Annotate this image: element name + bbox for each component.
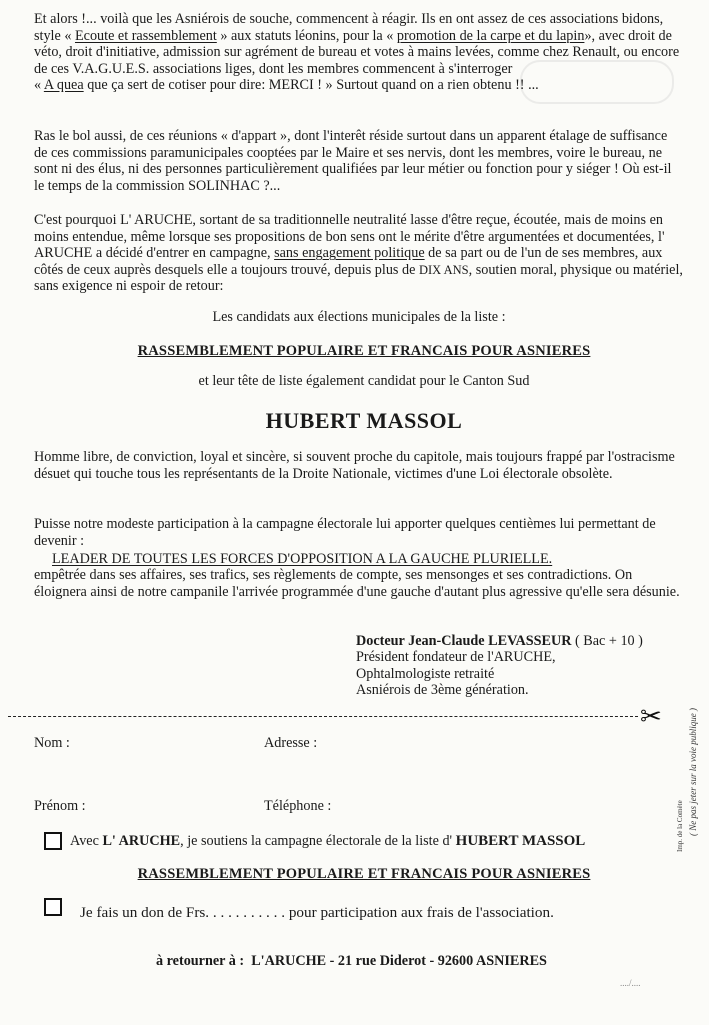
prenom-label: Prénom : — [34, 798, 86, 814]
continuation-mark: ..../.... — [620, 978, 641, 988]
donation-checkbox[interactable] — [44, 898, 62, 916]
signature-origin: Asniérois de 3ème génération. — [356, 682, 529, 699]
signature-block — [356, 633, 643, 699]
support-checkbox[interactable] — [44, 832, 62, 850]
leader-line: LEADER DE TOUTES LES FORCES D'OPPOSITION A LA GAUCHE PLURIELLE. — [52, 551, 553, 567]
signature-profession: Ophtalmologiste retraité — [356, 665, 495, 682]
scissors-icon: ✂ — [640, 702, 662, 732]
dix-ans: DIX ANS — [418, 262, 469, 277]
tete-de-liste-line: et leur tête de liste également candidat pour le Canton Sud — [198, 373, 530, 389]
paragraph-campagne: C'est pourquoi L' ARUCHE, sortant de sa traditionnelle neutralité lasse d'être reçue, écoutée, mais de moins en moins entendue, même lorsque ses propositions de bon sens ont le mérite d'être argumentées et documentées, l' ARUCHE a décidé d'entrer en campagne, sans engagement politique de sa part ou de l'un de ses membres, aux côtés de ceux auprès desquels elle a toujours trouvé, depuis plus de DIX ANS, soutien moral, physique ou matériel, sans exigence ni espoir de retour: — [34, 212, 683, 295]
candidate-name: HUBERT MASSOL — [265, 408, 463, 433]
underlined-aquea: A quea — [43, 77, 84, 94]
underlined-promotion: promotion de la carpe et du lapin — [396, 27, 585, 44]
telephone-label: Téléphone : — [264, 798, 332, 814]
imprint-text: Imp. de la Comète — [676, 800, 684, 852]
signature-role: Président fondateur de l'ARUCHE, — [356, 649, 556, 666]
cut-line — [8, 716, 638, 717]
list-name-heading: RASSEMBLEMENT POPULAIRE ET FRANCAIS POUR ASNIERES — [137, 343, 591, 359]
public-notice: ( Ne pas jeter sur la voie publique ) — [688, 708, 698, 836]
paragraph-empetree: empêtrée dans ses affaires, ses trafics, ses règlements de compte, ses mensonges et ses contradictions. On éloignera ainsi de notre campanile l'arrivée programmée d'une gauche d'autant plus agressive qu'elle sera désunie. — [34, 567, 680, 600]
support-line: Avec L' ARUCHE, je soutiens la campagne électorale de la liste d' HUBERT MASSOL — [70, 833, 586, 849]
underlined-sans-engagement: sans engagement politique — [274, 245, 425, 262]
signature-bac: ( Bac + 10 ) — [575, 633, 643, 649]
paragraph-puisse: Puisse notre modeste participation à la campagne électorale lui apporter quelques centièmes lui permettant de devenir : — [34, 516, 656, 549]
nom-label: Nom : — [34, 735, 70, 751]
aruche-name: L' ARUCHE — [102, 833, 181, 849]
candidats-line: Les candidats aux élections municipales de la liste : — [212, 309, 506, 325]
underlined-ecoute: Ecoute et rassemblement — [74, 27, 217, 44]
return-address: à retourner à : L'ARUCHE - 21 rue Diderot - 92600 ASNIERES — [156, 953, 547, 969]
massol-name: HUBERT MASSOL — [455, 833, 586, 849]
paragraph-homme-libre: Homme libre, de conviction, loyal et sincère, si souvent proche du capitole, mais toujours frappé par l'ostracisme désuet qui touche tous les représentants de la Droite Nationale, victimes d'une Loi électorale obsolète. — [34, 449, 675, 482]
signature-name: Docteur Jean-Claude LEVASSEUR — [356, 633, 572, 649]
list-name-repeat: RASSEMBLEMENT POPULAIRE ET FRANCAIS POUR ASNIERES — [137, 866, 591, 882]
paragraph-intro: Et alors !... voilà que les Asniérois de souche, commencent à réagir. Ils en ont assez de ces associations bidons, style « Ecoute et rassemblement » aux statuts léonins, pour la « promotion de la carpe et du lapin», avec droit de véto, droit d'initiative, admission sur agrément de bureau et votes à mains levées, comme chez Renault, ou encore de ces V.A.G.U.E.S. associations liges, dont les membres commencent à s'interroger « A quea que ça sert de cotiser pour dire: MERCI ! » Surtout quand on a rien obtenu !! ... — [34, 11, 680, 94]
donation-line: Je fais un don de Frs. . . . . . . . . . . pour participation aux frais de l'association. — [80, 904, 554, 921]
paragraph-ras-le-bol: Ras le bol aussi, de ces réunions « d'appart », dont l'interêt réside surtout dans un apparent étalage de suffisance de ces commissions paramunicipales cooptées par le Maire et ses nervis, dont les membres, voire le bureau, ne sont ni des élus, ni des personnes particulièrement qualifiées par leur métier ou fonction pour y siéger ! Où est-il le temps de la commission SOLINHAC ?... — [34, 128, 672, 194]
adresse-label: Adresse : — [264, 735, 318, 751]
